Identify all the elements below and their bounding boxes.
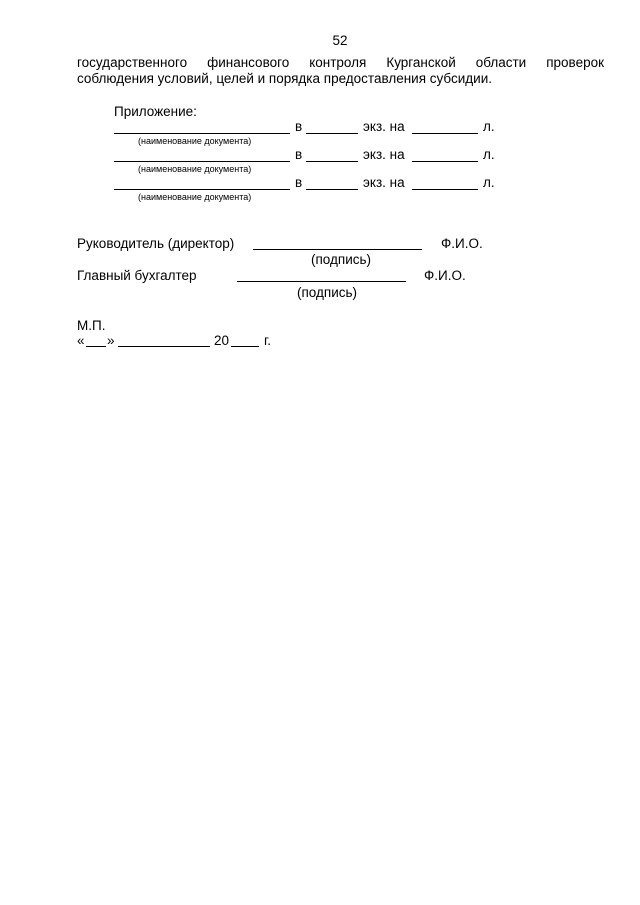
word: Курганской — [386, 55, 456, 70]
sheets-label: л. — [483, 147, 495, 162]
accountant-title: Главный бухгалтер — [77, 268, 197, 283]
document-name-caption: (наименование документа) — [138, 164, 252, 174]
copies-label: экз. на — [363, 175, 405, 190]
attachments-heading: Приложение: — [114, 104, 197, 119]
paragraph-line-2: соблюдения условий, целей и порядка предоставления субсидии. — [77, 71, 492, 86]
accountant-signature-caption: (подпись) — [297, 285, 358, 300]
stamp-label: М.П. — [77, 318, 106, 333]
document-name-field[interactable] — [114, 133, 290, 134]
sheets-field[interactable] — [412, 189, 478, 190]
sheets-label: л. — [483, 119, 495, 134]
word: области — [475, 55, 527, 70]
page-number: 52 — [332, 33, 348, 48]
document-name-field[interactable] — [114, 161, 290, 162]
copies-label: экз. на — [363, 119, 405, 134]
open-quote: « — [77, 333, 85, 348]
year-suffix: г. — [264, 333, 272, 348]
in-label: в — [295, 119, 303, 134]
copies-field[interactable] — [306, 161, 358, 162]
month-field[interactable] — [118, 346, 210, 347]
accountant-name-placeholder: Ф.И.О. — [424, 268, 466, 283]
word: государственного — [77, 55, 188, 70]
day-field[interactable] — [86, 346, 106, 347]
director-name-placeholder: Ф.И.О. — [441, 236, 483, 251]
in-label: в — [295, 175, 303, 190]
sheets-label: л. — [483, 175, 495, 190]
director-title: Руководитель (директор) — [77, 236, 235, 251]
copies-label: экз. на — [363, 147, 405, 162]
document-name-caption: (наименование документа) — [138, 136, 252, 146]
accountant-signature-field[interactable] — [237, 281, 406, 282]
director-signature-caption: (подпись) — [311, 252, 372, 267]
word: финансового — [207, 55, 290, 70]
sheets-field[interactable] — [412, 133, 478, 134]
word: контроля — [309, 55, 367, 70]
year-prefix: 20 — [214, 333, 230, 348]
copies-field[interactable] — [306, 189, 358, 190]
document-name-caption: (наименование документа) — [138, 192, 252, 202]
in-label: в — [295, 147, 303, 162]
paragraph-line-1 — [77, 55, 604, 70]
director-signature-field[interactable] — [253, 249, 422, 250]
document-name-field[interactable] — [114, 189, 290, 190]
copies-field[interactable] — [306, 133, 358, 134]
year-field[interactable] — [231, 346, 259, 347]
word: проверок — [546, 55, 604, 70]
sheets-field[interactable] — [412, 161, 478, 162]
close-quote: » — [107, 333, 115, 348]
